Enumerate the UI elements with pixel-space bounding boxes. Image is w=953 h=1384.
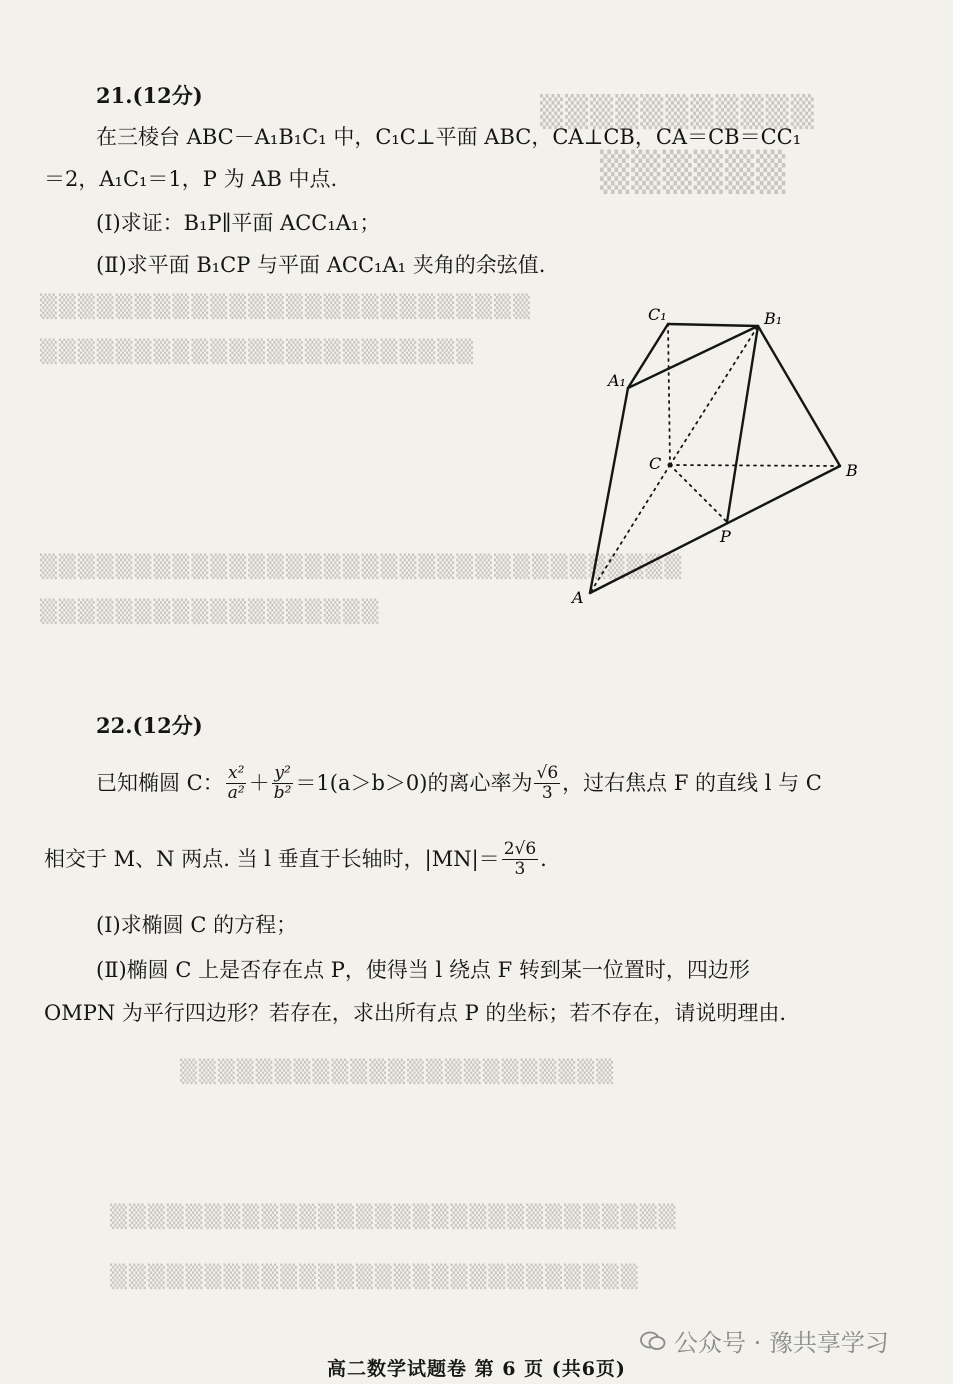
frac-denominator: a² (227, 782, 245, 803)
bleed-through-text: ▒▒▒▒▒▒▒▒▒▒▒▒▒▒▒▒▒▒▒▒▒▒▒▒▒▒▒▒ (110, 1265, 640, 1290)
point-C-dot (668, 463, 673, 468)
hidden-edge-C1-C (668, 324, 670, 465)
label-P: P (720, 527, 731, 546)
frac-numerator: √6 (536, 763, 559, 783)
label-B: B (846, 461, 858, 480)
fraction-mn-length (502, 840, 538, 878)
label-A: A (572, 588, 584, 607)
q22-line2-suffix: . (540, 846, 547, 871)
bleed-through-text: ▒▒▒▒▒▒▒▒▒▒▒▒▒▒▒▒▒▒▒▒▒▒▒ (40, 340, 476, 365)
page-footer: 高二数学试题卷 第 6 页 (共6页) (327, 1358, 626, 1380)
q21-part1: (Ⅰ)求证：B₁P∥平面 ACC₁A₁； (96, 211, 381, 235)
label-A1: A₁ (608, 371, 626, 390)
q22-line1-mid: ＝1(a＞b＞0)的离心率为 (295, 770, 533, 795)
wechat-icon (640, 1331, 666, 1351)
bleed-through-text: ▒▒▒▒▒▒▒▒▒▒▒▒▒▒▒▒▒▒▒▒▒▒▒▒▒▒ (40, 295, 532, 320)
bleed-through-text: ▒▒▒▒▒▒▒▒▒▒▒▒▒▒▒▒▒▒▒▒▒▒▒▒▒▒▒▒▒▒ (110, 1205, 678, 1230)
plus-sign: ＋ (248, 770, 270, 795)
frustum-figure (560, 300, 880, 620)
edge-B1-B (758, 326, 840, 466)
label-C: C (649, 454, 662, 473)
q22-stem-line2 (44, 840, 547, 878)
edge-A-B (590, 466, 840, 593)
frac-denominator: b² (273, 782, 292, 803)
frac-numerator: y² (274, 763, 291, 783)
bleed-through-text: ▒▒▒▒▒▒▒▒▒▒▒▒▒▒▒▒▒▒▒▒▒▒▒ (180, 1060, 616, 1085)
bleed-through-text: ▒▒▒▒▒▒ (600, 150, 788, 194)
q22-part1: (Ⅰ)求椭圆 C 的方程； (96, 913, 298, 937)
q22-header: 22.(12分) (96, 713, 203, 738)
q22-line1-suffix: ，过右焦点 F 的直线 l 与 C (562, 770, 822, 795)
q21-part2: (Ⅱ)求平面 B₁CP 与平面 ACC₁A₁ 夹角的余弦值. (96, 253, 546, 277)
q21-stem-line1: 在三棱台 ABC－A₁B₁C₁ 中，C₁C⊥平面 ABC，CA⊥CB，CA＝CB＝CC₁ (96, 125, 802, 149)
fraction-eccentricity (534, 764, 560, 802)
q21-stem-line2: ＝2，A₁C₁＝1，P 为 AB 中点. (44, 167, 338, 191)
bleed-through-text: ▒▒▒▒▒▒▒▒▒▒▒▒▒▒▒▒▒▒ (40, 600, 381, 625)
q22-line1-prefix: 已知椭圆 C： (96, 770, 224, 795)
fraction-x2-a2 (226, 764, 247, 802)
q22-stem-line1 (96, 764, 822, 802)
frac-denominator: 3 (541, 782, 553, 803)
edge-B1-P (727, 326, 758, 522)
wechat-watermark (640, 1323, 889, 1358)
q22-part2-continued: OMPN 为平行四边形？若存在，求出所有点 P 的坐标；若不存在，请说明理由. (44, 1001, 787, 1025)
bleed-through-text: ▒▒▒▒▒▒▒▒▒▒▒▒▒▒▒▒▒▒▒▒▒▒▒▒▒▒▒▒▒▒▒▒▒▒ (40, 555, 684, 580)
frac-denominator: 3 (514, 858, 526, 879)
edge-C1-B1 (668, 324, 758, 326)
q22-line2-prefix: 相交于 M、N 两点. 当 l 垂直于长轴时，|MN|＝ (44, 846, 500, 871)
watermark-text: 公众号 · 豫共享学习 (674, 1329, 889, 1357)
frac-numerator: 2√6 (503, 839, 537, 859)
frac-numerator: x² (228, 763, 245, 783)
bleed-through-text: ▒▒▒▒▒▒▒▒▒▒▒ (540, 95, 816, 130)
hidden-edge-C-P (670, 465, 727, 522)
label-B1: B₁ (764, 309, 783, 328)
q21-header: 21.(12分) (96, 83, 203, 108)
fraction-y2-b2 (272, 764, 294, 802)
hidden-edge-C-B (670, 465, 840, 466)
label-C1: C₁ (648, 305, 667, 324)
q22-part2: (Ⅱ)椭圆 C 上是否存在点 P，使得当 l 绕点 F 转到某一位置时，四边形 (96, 958, 750, 982)
